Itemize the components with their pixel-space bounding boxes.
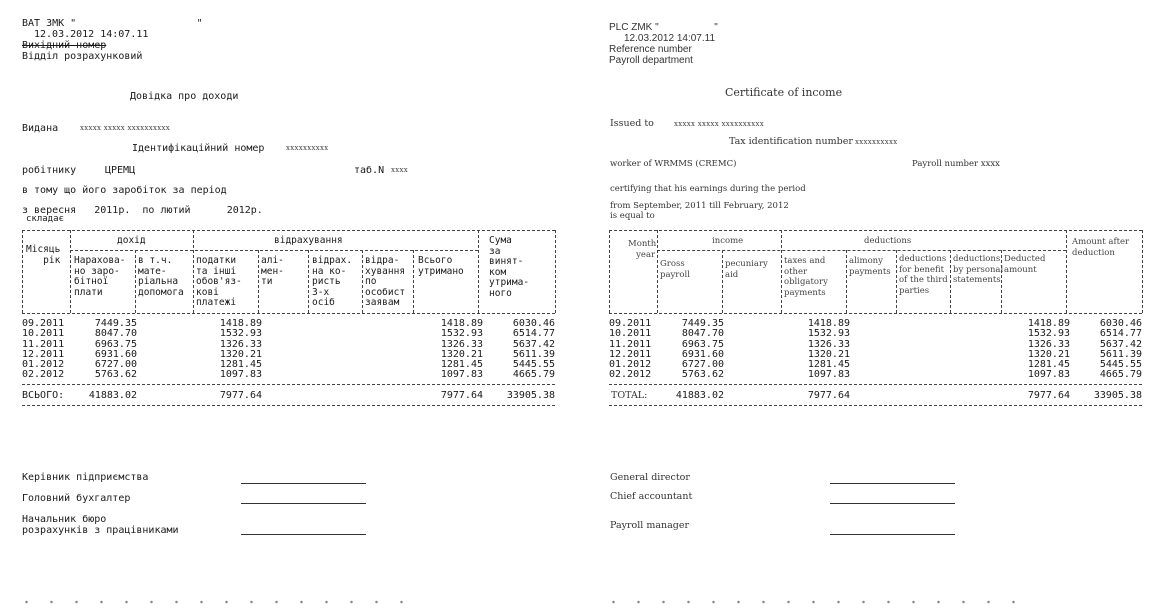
total-net: 33905.38 — [506, 390, 555, 401]
worker-en: worker of WRMMS (CREMC) — [610, 159, 737, 169]
total-gross-en: 41883.02 — [675, 390, 724, 401]
header-total-deducted: Всього утримано — [418, 255, 464, 277]
table-bottom-rule-en — [609, 405, 1142, 406]
header-total-deducted-en: Deducted amount — [1004, 254, 1046, 275]
col-rule — [950, 250, 951, 313]
perforation-dots — [14, 600, 414, 604]
issued-value-en: xxxxx xxxxx xxxxxxxxxx — [674, 120, 765, 128]
header-third-parties-en: deductions for benefit of the third parties — [899, 254, 948, 296]
header-gross: Нарахова- но заро- бітної плати — [74, 255, 126, 298]
col-rule — [70, 230, 71, 313]
worker-dept: ЦРЕМЦ — [105, 165, 136, 176]
reference-number-label: Вихідний номер — [22, 40, 107, 51]
net-column: 6030.46 6514.77 5637.42 5611.39 5445.55 4665.79 — [512, 318, 555, 381]
worker-label: робітнику — [22, 165, 77, 176]
col-rule — [781, 230, 782, 313]
col-rule — [657, 230, 658, 313]
table-top-rule-en — [609, 230, 1142, 231]
table-header-bottom-rule — [22, 313, 555, 314]
sign-payroll-line — [241, 534, 366, 535]
certify-text: в тому що його заробіток за період — [22, 185, 227, 196]
header-income-en: income — [712, 236, 744, 246]
header-third-parties: відрах. на ко- ристь 3-х осіб — [312, 255, 353, 308]
header-alimony-en: alimony payments — [849, 256, 891, 277]
composed-text: складає — [26, 214, 64, 224]
net-column-en: 6030.46 6514.77 5637.42 5611.39 5445.55 4665.79 — [1099, 318, 1142, 381]
total-taxes-en: 7977.64 — [807, 390, 850, 401]
tin-value: xxxxxxxxxx — [286, 144, 329, 152]
col-rule — [555, 230, 556, 313]
header-statements-en: deductions by personal statements — [953, 254, 1004, 285]
payroll-number-en: Payroll number xxxx — [912, 159, 1000, 169]
col-rule — [1066, 230, 1067, 313]
col-rule — [846, 250, 847, 313]
month-column-en: 09.2011 10.2011 11.2011 12.2011 01.2012 02.2012 — [609, 318, 652, 381]
month-column: 09.2011 10.2011 11.2011 12.2011 01.2012 02.2012 — [22, 318, 65, 381]
table-header-split-rule-en — [657, 250, 1066, 251]
tin-value-en: xxxxxxxxxx — [855, 138, 898, 146]
issued-label-en: Issued to — [610, 118, 654, 129]
issued-label: Видана — [22, 123, 59, 134]
header-deductions-en: deductions — [864, 236, 912, 246]
table-header-bottom-rule-en — [609, 313, 1142, 314]
col-rule — [135, 250, 136, 313]
sign-director-label: Керівник підприємства — [22, 472, 149, 483]
deducted-column: 1418.89 1532.93 1326.33 1320.21 1281.45 1097.83 — [440, 318, 483, 381]
table-rows-bottom-rule — [22, 384, 555, 385]
issued-value: xxxxx xxxxx xxxxxxxxxx — [80, 124, 171, 132]
taxes-column-en: 1418.89 1532.93 1326.33 1320.21 1281.45 1097.83 — [807, 318, 850, 381]
sign-accountant-line — [241, 503, 366, 504]
header-aid-en: pecuniary aid — [725, 259, 768, 280]
col-rule — [1142, 230, 1143, 313]
period-text-en: from September, 2011 till February, 2012 — [610, 201, 789, 211]
total-deducted-en: 7977.64 — [1027, 390, 1070, 401]
col-rule — [722, 250, 723, 313]
org-name: ВАТ ЗМК " " — [22, 18, 203, 29]
sign-payroll-label-en: Payroll manager — [610, 520, 690, 531]
table-bottom-rule — [22, 405, 555, 406]
header-month-en: Month year — [628, 239, 657, 260]
deducted-column-en: 1418.89 1532.93 1326.33 1320.21 1281.45 1097.83 — [1027, 318, 1070, 381]
taxes-column: 1418.89 1532.93 1326.33 1320.21 1281.45 1097.83 — [219, 318, 262, 381]
header-amount: Сума за винят- ком утрима- ного — [489, 235, 530, 299]
sign-director-line — [241, 483, 366, 484]
col-rule — [609, 230, 610, 313]
sign-director-label-en: General director — [610, 472, 690, 483]
document-title-en: Certificate of income — [725, 86, 843, 99]
sign-payroll-label: Начальник бюро розрахунків з працівниками — [22, 514, 179, 536]
certify-text-en: certifying that his earnings during the period — [610, 184, 806, 194]
period-text: з вересня 2011р. по лютий 2012р. — [22, 205, 263, 216]
col-rule — [22, 230, 23, 313]
tin-label: Ідентифікаційний номер — [132, 143, 265, 154]
reference-number-label-en: Reference number — [609, 44, 692, 55]
sign-accountant-line-en — [830, 503, 955, 504]
sign-director-line-en — [830, 483, 955, 484]
document-title: Довідка про доходи — [130, 91, 239, 102]
gross-column-en: 7449.35 8047.70 6963.75 6931.60 6727.00 5763.62 — [681, 318, 724, 381]
total-taxes: 7977.64 — [219, 390, 262, 401]
sign-accountant-label-en: Chief accountant — [610, 491, 693, 502]
tab-value: xxxx — [391, 166, 408, 174]
total-gross: 41883.02 — [88, 390, 137, 401]
sign-accountant-label: Головний бухгалтер — [22, 493, 131, 504]
tab-label: таб.N — [354, 165, 385, 176]
header-income: дохід — [117, 235, 146, 246]
composed-text-en: is equal to — [610, 211, 655, 221]
header-aid: в т.ч. мате- ріальна допомога — [138, 255, 184, 298]
total-label-en: TOTAL: — [611, 390, 648, 401]
col-rule — [478, 230, 479, 313]
header-alimony: алі- мен- ти — [261, 255, 284, 287]
col-rule — [362, 250, 363, 313]
sign-payroll-line-en — [830, 534, 955, 535]
org-name-en: PLC ZMK " " — [609, 22, 718, 33]
header-deductions: відрахування — [274, 235, 343, 246]
col-rule — [308, 250, 309, 313]
table-rows-bottom-rule-en — [609, 384, 1142, 385]
header-month: Місяць рік — [26, 244, 61, 266]
total-deducted: 7977.64 — [440, 390, 483, 401]
col-rule — [896, 250, 897, 313]
total-label: ВСЬОГО: — [22, 390, 65, 401]
department-en: Payroll department — [609, 55, 693, 66]
col-rule — [413, 250, 414, 313]
issue-date: 12.03.2012 14:07.11 — [34, 29, 149, 40]
col-rule — [193, 230, 194, 313]
department: Відділ розрахунковий — [22, 51, 143, 62]
tin-label-en: Tax identification number — [729, 136, 853, 147]
table-top-rule — [22, 230, 555, 231]
header-statements: відра- хування по особист заявам — [365, 255, 406, 308]
issue-date-en: 12.03.2012 14:07.11 — [624, 33, 716, 44]
header-amount-en: Amount after deduction — [1072, 237, 1130, 258]
total-net-en: 33905.38 — [1093, 390, 1142, 401]
table-header-split-rule — [70, 250, 478, 251]
col-rule — [258, 250, 259, 313]
header-taxes: податки та інші обов'яз- кові платежі — [196, 255, 242, 308]
header-taxes-en: taxes and other obligatory payments — [784, 256, 828, 298]
gross-column: 7449.35 8047.70 6963.75 6931.60 6727.00 5763.62 — [94, 318, 137, 381]
header-gross-en: Gross payroll — [660, 259, 690, 280]
perforation-dots-en — [601, 600, 1021, 604]
